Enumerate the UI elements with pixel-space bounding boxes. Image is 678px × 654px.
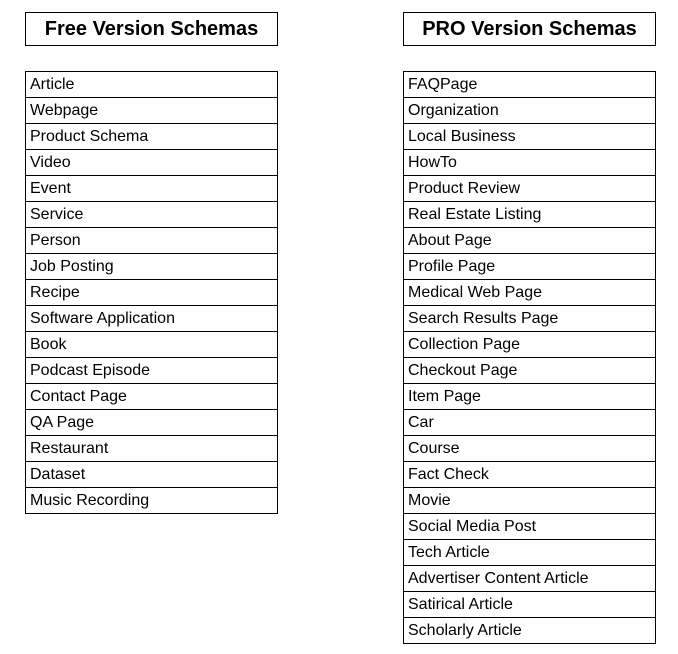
table-row: Car	[404, 410, 655, 436]
table-row: Checkout Page	[404, 358, 655, 384]
table-row: Medical Web Page	[404, 280, 655, 306]
table-row: Article	[26, 72, 277, 98]
table-row: Collection Page	[404, 332, 655, 358]
table-row: Satirical Article	[404, 592, 655, 618]
table-row: QA Page	[26, 410, 277, 436]
table-row: Organization	[404, 98, 655, 124]
table-row: Product Schema	[26, 124, 277, 150]
table-row: Contact Page	[26, 384, 277, 410]
table-row: Advertiser Content Article	[404, 566, 655, 592]
pro-version-heading: PRO Version Schemas	[403, 12, 656, 46]
table-row: Service	[26, 202, 277, 228]
table-row: About Page	[404, 228, 655, 254]
table-row: Scholarly Article	[404, 618, 655, 644]
table-row: Social Media Post	[404, 514, 655, 540]
table-row: Local Business	[404, 124, 655, 150]
table-row: Book	[26, 332, 277, 358]
table-row: Real Estate Listing	[404, 202, 655, 228]
table-row: Music Recording	[26, 488, 277, 514]
table-row: Tech Article	[404, 540, 655, 566]
table-row: Movie	[404, 488, 655, 514]
table-row: Video	[26, 150, 277, 176]
table-row: Event	[26, 176, 277, 202]
table-row: Restaurant	[26, 436, 277, 462]
table-row: FAQPage	[404, 72, 655, 98]
table-row: Podcast Episode	[26, 358, 277, 384]
table-row: Fact Check	[404, 462, 655, 488]
table-row: Recipe	[26, 280, 277, 306]
free-schema-table	[25, 71, 278, 514]
table-row: Product Review	[404, 176, 655, 202]
table-row: Item Page	[404, 384, 655, 410]
table-row: Software Application	[26, 306, 277, 332]
table-row: Person	[26, 228, 277, 254]
table-row: Search Results Page	[404, 306, 655, 332]
table-row: Profile Page	[404, 254, 655, 280]
table-row: Job Posting	[26, 254, 277, 280]
table-row: Course	[404, 436, 655, 462]
table-row: Dataset	[26, 462, 277, 488]
table-row: HowTo	[404, 150, 655, 176]
free-version-heading: Free Version Schemas	[25, 12, 278, 46]
pro-schema-table	[403, 71, 656, 644]
table-row: Webpage	[26, 98, 277, 124]
